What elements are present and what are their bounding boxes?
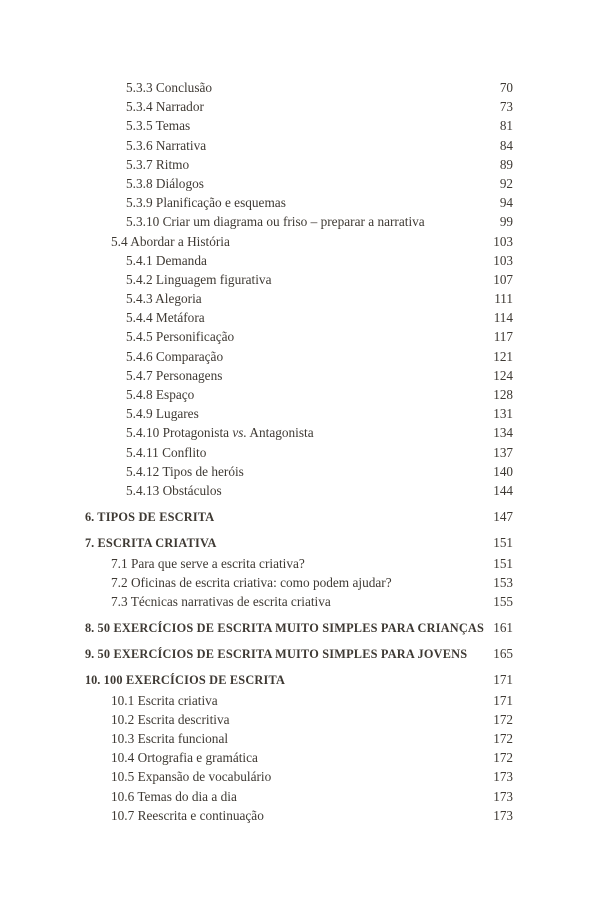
toc-row [85,116,513,135]
toc-entry-title: 10.1 Escrita criativa [111,692,218,708]
toc-entry-page: 70 [499,80,513,95]
toc-chapter-title: 50 EXERCÍCIOS DE ESCRITA MUITO SIMPLES PARA CRIANÇAS [94,621,485,636]
toc-entry-title: 5.4.13 Obstáculos [126,482,222,498]
toc-entry-title: 5.3.4 Narrador [126,99,204,115]
toc-chapter-number: 9. [85,647,95,662]
toc-entry-page: 107 [493,271,513,287]
toc-entry-page: 172 [493,750,513,766]
toc-entry-page: 140 [493,463,513,479]
toc-entry-title [85,645,487,664]
toc-row [85,251,513,270]
toc-chapter-title: TIPOS DE ESCRITA [94,510,215,525]
toc-entry-title: 5.3.7 Ritmo [126,156,190,172]
toc-entry-title: 5.3.10 Criar um diagrama ou friso – preparar a narrativa [126,214,425,230]
toc-entry-page: 173 [493,769,513,785]
toc-italic-text: vs. [232,425,247,441]
toc-row [85,710,513,729]
toc-row [85,767,513,786]
toc-entry-title: 10.7 Reescrita e continuação [111,807,264,823]
toc-entry-title: 5.4.11 Conflito [126,444,207,460]
toc-row [85,592,513,611]
toc-entry-page: 84 [499,137,513,153]
toc-entry-title: 10.6 Temas do dia a dia [111,788,237,804]
toc-entry-page: 89 [499,156,513,172]
toc-row [85,136,513,155]
toc-row [85,806,513,825]
toc-entry-page: 161 [493,620,513,636]
toc-entry-title: 5.4.4 Metáfora [126,310,205,326]
toc-entry-page: 128 [493,387,513,402]
toc-row [85,787,513,806]
toc-chapter-title: 50 EXERCÍCIOS DE ESCRITA MUITO SIMPLES PARA JOVENS [94,647,468,662]
toc-entry-page: 124 [493,367,513,383]
toc-entry-page: 114 [493,310,513,326]
toc-row [85,423,513,442]
toc-row [85,174,513,193]
toc-entry-title: 5.4.5 Personificação [126,329,235,345]
toc-entry-page: 173 [493,788,513,804]
toc-entry-page: 134 [493,425,513,441]
toc-entry-page: 151 [493,535,513,551]
toc-entry-page: 171 [493,692,513,708]
toc-row [85,232,513,251]
toc-row [85,404,513,423]
toc-entry-page: 173 [493,807,513,823]
toc-entry-page: 103 [493,252,513,268]
toc-entry-title: 5.4.8 Espaço [126,387,195,402]
toc-entry-page: 171 [493,672,513,688]
toc-entry-page: 151 [493,555,513,571]
toc-row [85,212,513,231]
toc-entry-page: 99 [499,214,513,230]
toc-entry-title: 5.3.8 Diálogos [126,175,204,191]
toc-entry-page: 94 [499,195,513,211]
toc-entry-page: 147 [493,509,513,525]
toc-entry-title: 5.3.9 Planificação e esquemas [126,195,286,211]
toc-entry-page: 92 [499,175,513,191]
toc-chapter-number: 8. [85,621,95,636]
toc-row [85,366,513,385]
toc-entry-title: 5.3.6 Narrativa [126,137,207,153]
toc-chapter-number: 10. [85,673,101,688]
toc-entry-title: 5.3.5 Temas [126,118,191,134]
toc-entry-page: 121 [493,348,513,364]
toc-row [85,443,513,462]
toc-row [85,78,513,97]
toc-entry-title [85,534,487,553]
toc-entry-page: 137 [493,444,513,460]
toc-chapter-number: 6. [85,510,95,525]
toc-row [85,347,513,366]
toc-chapter-row [85,618,513,637]
toc-entry-title: 5.4.3 Alegoria [126,291,202,307]
toc-entry-title [85,671,487,690]
toc-entry-page: 73 [499,99,513,115]
toc-entry-title: 5.4 Abordar a História [111,233,230,249]
toc-entry-title: 10.4 Ortografia e gramática [111,750,258,766]
toc-row [85,748,513,767]
toc-entry-page: 131 [493,406,513,422]
toc-chapter-row [85,670,513,689]
toc-entry-title: 5.4.9 Lugares [126,406,199,422]
toc-row [85,573,513,592]
toc-entry-page: 117 [493,329,513,345]
toc-entry-title: 10.5 Expansão de vocabulário [111,769,272,785]
toc-entry-title: 7.3 Técnicas narrativas de escrita criativa [111,593,331,609]
toc-entry-title: 10.2 Escrita descritiva [111,711,230,727]
toc-entry-title: 5.4.10 Protagonista vs. Antagonista [126,425,314,441]
toc-entry-page: 103 [493,233,513,249]
toc-entry-title: 5.4.6 Comparação [126,348,224,364]
table-of-contents [85,78,513,825]
toc-row [85,481,513,500]
toc-entry-title: 5.4.1 Demanda [126,252,207,268]
toc-row [85,327,513,346]
toc-row [85,462,513,481]
toc-entry-page: 172 [493,711,513,727]
toc-row [85,385,513,404]
toc-row [85,554,513,573]
toc-row [85,691,513,710]
toc-entry-page: 153 [493,574,513,590]
toc-chapter-title: ESCRITA CRIATIVA [94,536,217,551]
toc-chapter-row [85,507,513,526]
toc-entry-title: 5.3.3 Conclusão [126,80,213,95]
toc-entry-title: 7.1 Para que serve a escrita criativa? [111,555,305,571]
toc-entry-page: 165 [493,646,513,662]
toc-row [85,289,513,308]
toc-chapter-row [85,644,513,663]
toc-entry-title: 5.4.12 Tipos de heróis [126,463,244,479]
toc-row [85,729,513,748]
toc-row [85,193,513,212]
toc-entry-page: 111 [494,291,513,307]
toc-entry-title [85,508,487,527]
toc-chapter-title: 100 EXERCÍCIOS DE ESCRITA [100,673,286,688]
toc-row [85,155,513,174]
toc-row [85,308,513,327]
toc-entry-title: 5.4.7 Personagens [126,367,223,383]
toc-entry-title: 7.2 Oficinas de escrita criativa: como podem ajudar? [111,574,392,590]
toc-chapter-number: 7. [85,536,95,551]
toc-entry-title: 5.4.2 Linguagem figurativa [126,271,272,287]
toc-chapter-row [85,533,513,552]
toc-entry-page: 144 [493,482,513,498]
toc-entry-title: 10.3 Escrita funcional [111,731,229,746]
toc-entry-page: 155 [493,593,513,609]
toc-row [85,97,513,116]
toc-entry-title [85,619,487,638]
toc-entry-page: 172 [493,731,513,746]
toc-row [85,270,513,289]
toc-entry-page: 81 [499,118,513,134]
